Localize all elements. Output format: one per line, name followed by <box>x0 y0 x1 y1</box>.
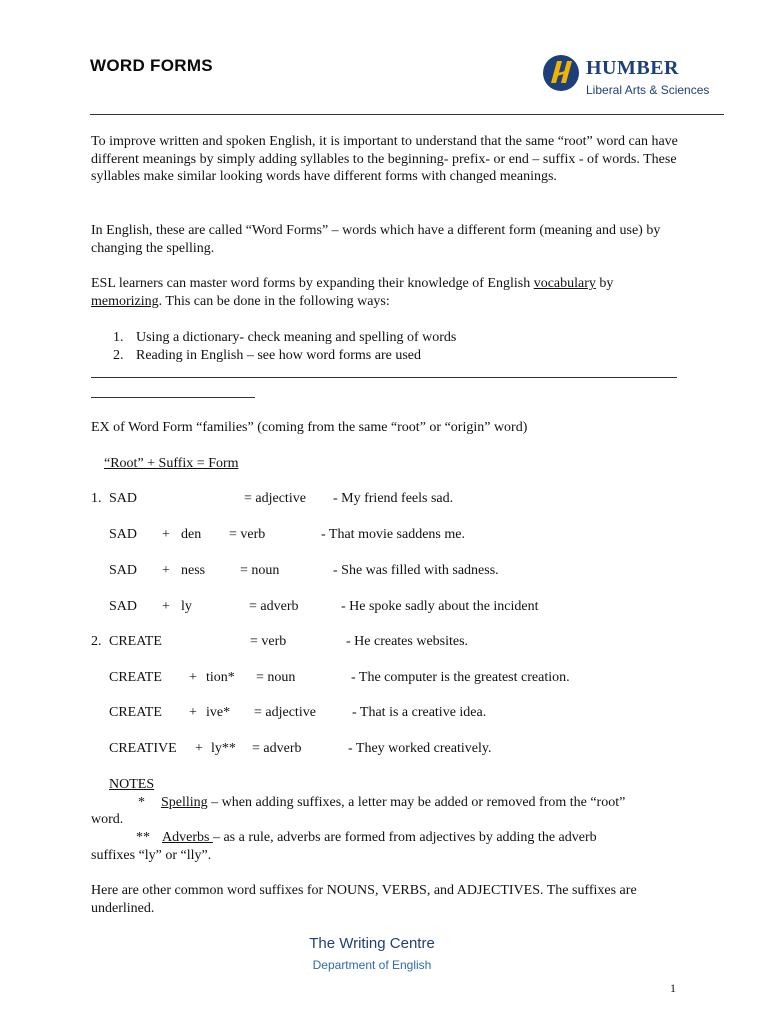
root-word: SAD <box>109 491 138 506</box>
suffix: ive* <box>206 705 231 720</box>
page-title: WORD FORMS <box>90 56 213 75</box>
list-item-number: 2. <box>113 348 124 363</box>
intro-paragraph-1: To improve written and spoken English, it is important to understand that the same “root” word can have different meanings by simply adding syllables to the beginning- prefix- or end – suffix - of words. These syllables make similar looking words have different forms with changed meanings. <box>91 134 678 184</box>
root-word: SAD <box>109 563 138 578</box>
header-divider <box>90 114 724 115</box>
logo-subtitle: Liberal Arts & Sciences <box>586 83 710 97</box>
note-2-term: Adverbs <box>162 830 213 845</box>
note-1-marker: * <box>138 795 145 810</box>
root-word: CREATE <box>109 670 162 685</box>
example-sentence: - My friend feels sad. <box>333 491 454 506</box>
suffix: ness <box>181 563 206 578</box>
root-word: SAD <box>109 599 138 614</box>
families-intro: EX of Word Form “families” (coming from the same “root” or “origin” word) <box>91 420 528 435</box>
list-item: Reading in English – see how word forms are used <box>136 348 421 363</box>
list-item-number: 1. <box>113 330 124 345</box>
formula-heading: “Root” + Suffix = Form <box>104 456 239 471</box>
example-sentence: - He spoke sadly about the incident <box>341 599 539 614</box>
suffix: ly <box>181 599 192 614</box>
p3-text-a: ESL learners can master word forms by expanding their knowledge of English <box>91 276 534 291</box>
intro-paragraph-3 <box>91 275 681 310</box>
section-divider-short <box>91 397 255 398</box>
root-word: CREATE <box>109 705 162 720</box>
example-sentence: - That is a creative idea. <box>352 705 487 720</box>
word-form: = verb <box>229 527 266 542</box>
plus-sign: + <box>189 705 197 720</box>
plus-sign: + <box>162 527 170 542</box>
root-word: CREATE <box>109 634 162 649</box>
note-2 <box>162 829 597 846</box>
suffix: ly** <box>211 741 236 756</box>
footer-department: Department of English <box>312 958 432 972</box>
word-form: = adverb <box>252 741 302 756</box>
page-number: 1 <box>670 981 676 995</box>
humber-emblem-icon <box>541 53 581 93</box>
intro-paragraph-2: In English, these are called “Word Forms” – words which have a different form (meaning and use) by changing the spelling. <box>91 223 661 256</box>
example-sentence: - The computer is the greatest creation. <box>351 670 570 685</box>
memorizing-term: memorizing <box>91 293 159 309</box>
note-1 <box>161 794 625 811</box>
section-divider <box>91 377 677 378</box>
word-form: = adverb <box>249 599 299 614</box>
plus-sign: + <box>162 599 170 614</box>
example-number: 2. <box>91 634 102 649</box>
note-1-text: – when adding suffixes, a letter may be added or removed from the “root” <box>207 795 626 810</box>
closing-paragraph: Here are other common word suffixes for NOUNS, VERBS, and ADJECTIVES. The suffixes are underlined. <box>91 883 637 916</box>
example-number: 1. <box>91 491 102 506</box>
footer-centre-name: The Writing Centre <box>309 935 435 952</box>
p3-text-b: by <box>595 276 614 291</box>
note-1-term: Spelling <box>161 795 208 810</box>
plus-sign: + <box>162 563 170 578</box>
root-word: SAD <box>109 527 138 542</box>
word-form: = noun <box>240 563 280 578</box>
word-form: = adjective <box>244 491 306 506</box>
example-sentence: - That movie saddens me. <box>321 527 465 542</box>
notes-heading-text: NOTES <box>109 777 155 792</box>
word-form: = adjective <box>254 705 316 720</box>
note-2-continuation: suffixes “ly” or “lly”. <box>91 848 212 863</box>
vocabulary-term: vocabulary <box>533 276 596 291</box>
note-1-continuation: word. <box>91 812 124 827</box>
suffix: tion* <box>206 670 235 685</box>
plus-sign: + <box>195 741 203 756</box>
humber-logo <box>541 51 731 99</box>
root-word: CREATIVE <box>109 741 177 756</box>
p3-text-c: . This can be done in the following ways: <box>158 293 390 309</box>
example-sentence: - He creates websites. <box>346 634 469 649</box>
example-sentence: - They worked creatively. <box>348 741 492 756</box>
note-2-marker: ** <box>136 830 150 845</box>
note-2-text: – as a rule, adverbs are formed from adjectives by adding the adverb <box>212 830 597 845</box>
list-item: Using a dictionary- check meaning and spelling of words <box>136 330 457 345</box>
notes-heading <box>109 776 154 793</box>
plus-sign: + <box>189 670 197 685</box>
example-sentence: - She was filled with sadness. <box>333 563 499 578</box>
word-form: = verb <box>250 634 287 649</box>
word-form: = noun <box>256 670 296 685</box>
suffix: den <box>181 527 202 542</box>
logo-name: HUMBER <box>586 57 679 79</box>
